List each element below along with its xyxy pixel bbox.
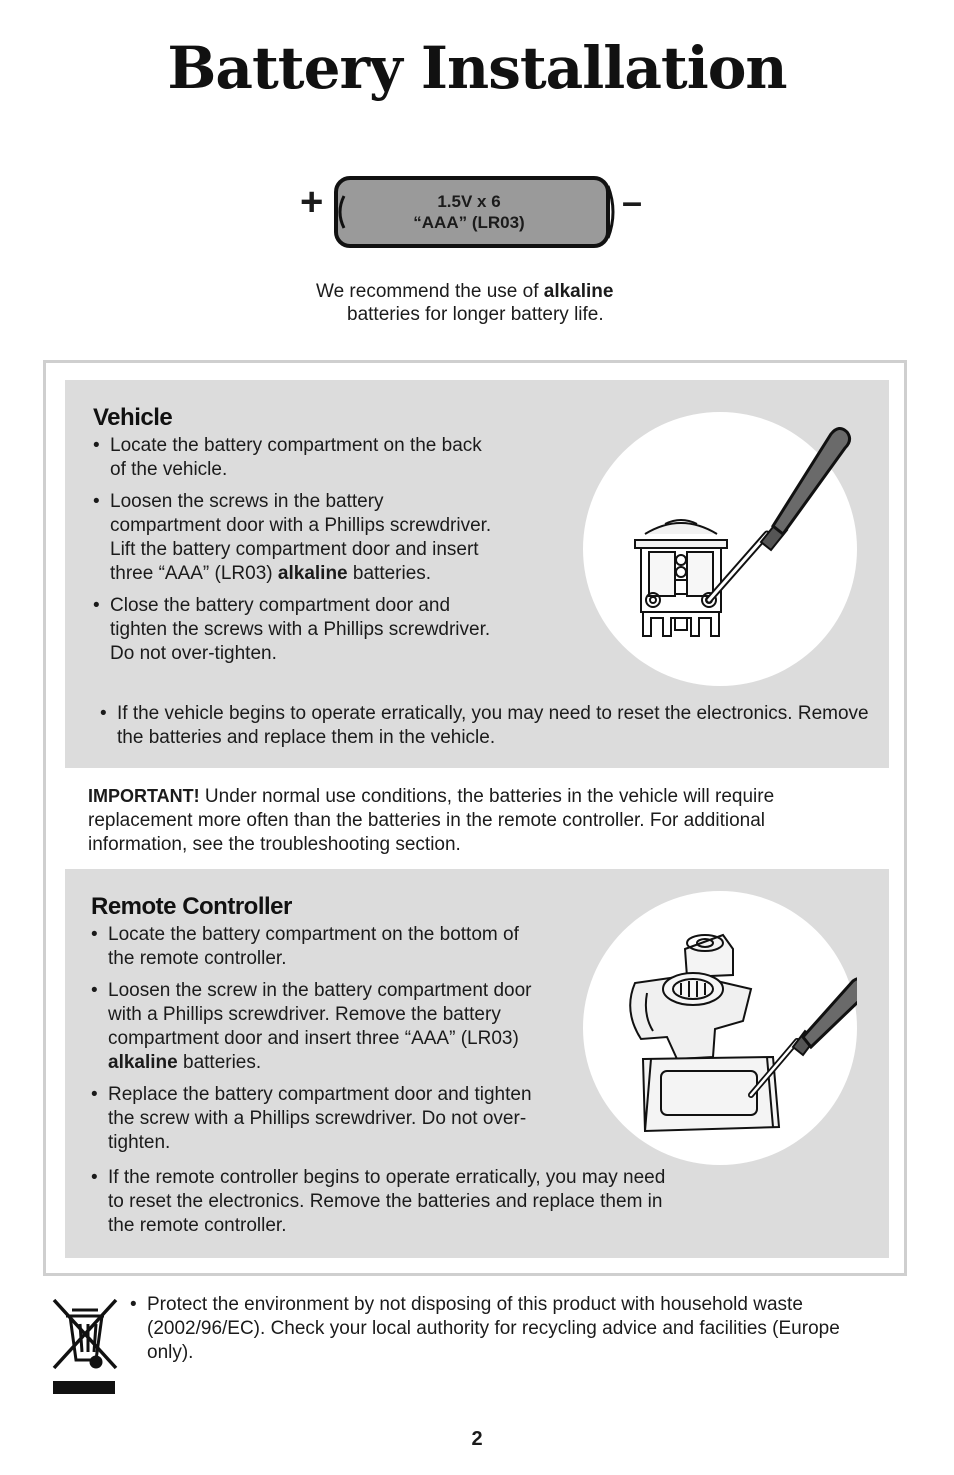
battery-diagram (296, 172, 656, 254)
vehicle-step-2: • Loosen the screws in the battery compartment door with a Phillips screwdriver. Lift the battery compartment door and insert three “AAA” (LR03) alkaline batteries. (93, 490, 493, 586)
screwdriver-icon (751, 978, 857, 1095)
vehicle-heading: Vehicle (93, 404, 173, 431)
crossed-out-wheelie-bin-icon (50, 1296, 120, 1372)
vehicle-step-3: • Close the battery compartment door and tighten the screws with a Phillips screwdriver. Do not over-tighten. (93, 594, 493, 666)
battery-type: “AAA” (LR03) (413, 213, 525, 232)
vehicle-back-illustration (583, 412, 857, 686)
page-number: 2 (471, 1428, 483, 1450)
remote-step-3: • Replace the battery compartment door and tighten the screw with a Phillips screwdriver. Do not over-tighten. (91, 1083, 541, 1155)
vehicle-illustration (583, 412, 857, 686)
alkaline-recommendation (316, 280, 613, 326)
vehicle-step-4: • If the vehicle begins to operate erratically, you may need to reset the electronics. Remove the batteries and replace them in the vehicle. (100, 702, 875, 750)
recommend-line2: batteries for longer battery life. (347, 304, 604, 325)
screwdriver-icon (709, 428, 850, 600)
recommend-text: We recommend the use of (316, 281, 544, 302)
vehicle-step-1: • Locate the battery compartment on the back of the vehicle. (93, 434, 493, 482)
recommend-alkaline: alkaline (543, 281, 614, 302)
remote-panel (65, 869, 889, 1258)
remote-controller-illustration (583, 891, 857, 1165)
vehicle-steps (93, 434, 493, 674)
environment-note (130, 1293, 890, 1365)
battery-plus-sign: + (300, 180, 324, 224)
remote-step-2: • Loosen the screw in the battery compartment door with a Phillips screwdriver. Remove the battery compartment door and insert three “AAA” (LR03) alkaline batteries. (91, 979, 541, 1075)
battery-label (356, 191, 582, 233)
remote-step-4: • If the remote controller begins to operate erratically, you may need to reset the electronics. Remove the batteries and replace them in the remote controller. (91, 1166, 666, 1238)
remote-illustration (583, 891, 857, 1165)
battery-voltage: 1.5V x 6 (437, 192, 501, 211)
important-note (88, 784, 858, 857)
important-label: IMPORTANT! (88, 786, 200, 806)
remote-reset-note (91, 1166, 666, 1246)
remote-steps (91, 923, 541, 1163)
vehicle-reset-note (100, 702, 875, 758)
page-title: Battery Installation (167, 34, 787, 102)
remote-step-1: • Locate the battery compartment on the bottom of the remote controller. (91, 923, 541, 971)
remote-heading: Remote Controller (91, 893, 292, 920)
environment-text: • Protect the environment by not disposing of this product with household waste (2002/96/EC). Check your local authority for recycling advice and facilities (Europe only). (130, 1293, 890, 1365)
battery-minus-sign: – (622, 181, 643, 222)
important-text: Under normal use conditions, the batteries in the vehicle will require replacement more often than the batteries in the remote controller. For additional information, see the troubleshooting section. (88, 786, 775, 855)
weee-bar (53, 1381, 115, 1394)
vehicle-panel (65, 380, 889, 768)
